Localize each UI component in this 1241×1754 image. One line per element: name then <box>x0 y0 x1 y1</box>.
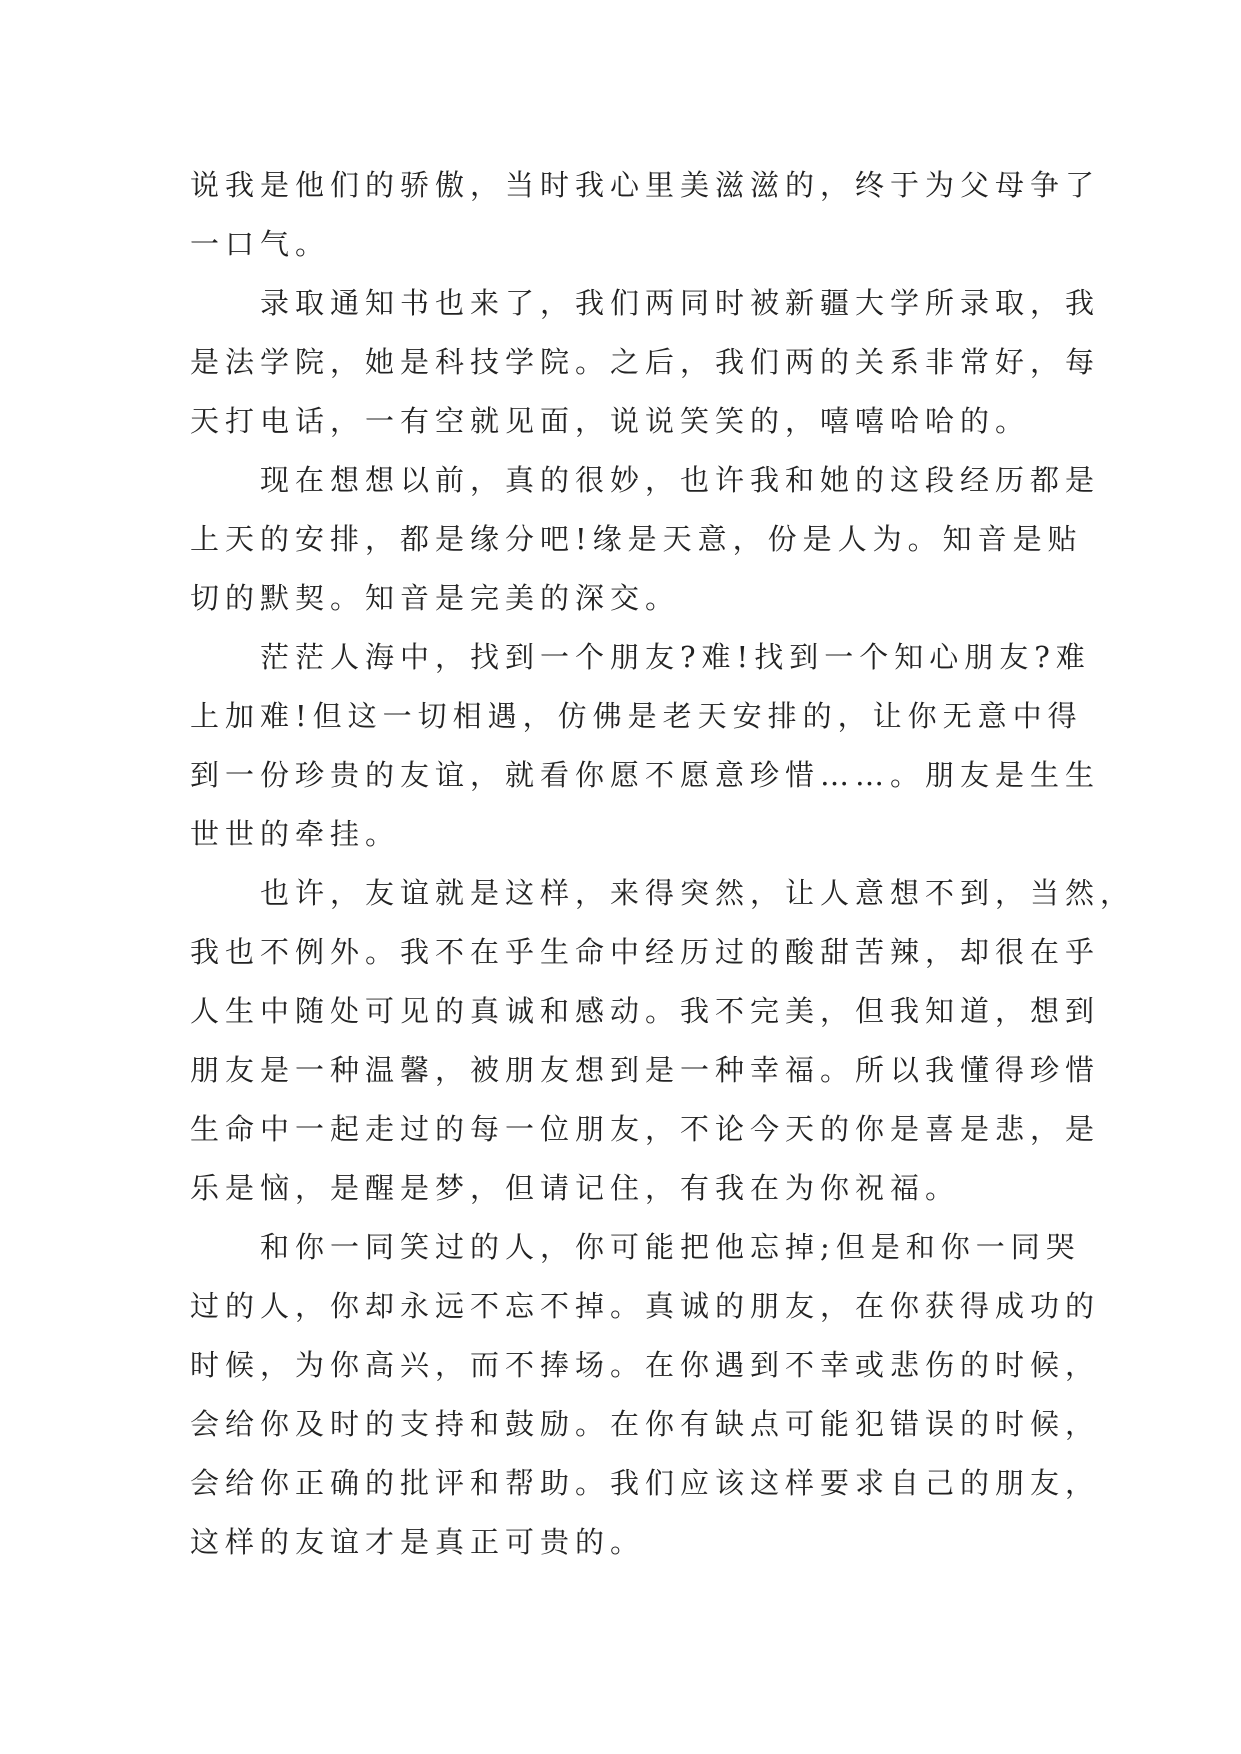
text-line: 上加难!但这一切相遇，仿佛是老天安排的，让你无意中得 <box>190 699 1083 733</box>
text-line: 茫茫人海中，找到一个朋友?难!找到一个知心朋友?难 <box>260 640 1091 674</box>
text-line: 录取通知书也来了，我们两同时被新疆大学所录取，我 <box>260 286 1101 320</box>
text-line: 也许，友谊就是这样，来得突然，让人意想不到，当然， <box>260 876 1136 910</box>
text-line: 这样的友谊才是真正可贵的。 <box>190 1525 646 1559</box>
text-line: 现在想想以前，真的很妙，也许我和她的这段经历都是 <box>260 463 1101 497</box>
paragraph-3 <box>190 451 1101 628</box>
paragraph-1 <box>190 156 1101 274</box>
text-line: 会给你正确的批评和帮助。我们应该这样要求自己的朋友， <box>190 1466 1101 1500</box>
paragraph-5 <box>190 864 1136 1218</box>
text-line: 朋友是一种温馨，被朋友想到是一种幸福。所以我懂得珍惜 <box>190 1053 1101 1087</box>
text-line: 人生中随处可见的真诚和感动。我不完美，但我知道，想到 <box>190 994 1101 1028</box>
text-line: 到一份珍贵的友谊，就看你愿不愿意珍惜……。朋友是生生 <box>190 758 1101 792</box>
text-line: 时候，为你高兴，而不捧场。在你遇到不幸或悲伤的时候， <box>190 1348 1101 1382</box>
text-line: 会给你及时的支持和鼓励。在你有缺点可能犯错误的时候， <box>190 1407 1101 1441</box>
text-line: 说我是他们的骄傲，当时我心里美滋滋的，终于为父母争了 <box>190 168 1101 202</box>
text-line: 生命中一起走过的每一位朋友，不论今天的你是喜是悲，是 <box>190 1112 1101 1146</box>
text-line: 是法学院，她是科技学院。之后，我们两的关系非常好，每 <box>190 345 1101 379</box>
text-line: 过的人，你却永远不忘不掉。真诚的朋友，在你获得成功的 <box>190 1289 1101 1323</box>
text-line: 乐是恼，是醒是梦，但请记住，有我在为你祝福。 <box>190 1171 961 1205</box>
text-line: 世世的牵挂。 <box>190 817 401 851</box>
text-line: 上天的安排，都是缘分吧!缘是天意，份是人为。知音是贴 <box>190 522 1083 556</box>
text-line: 和你一同笑过的人，你可能把他忘掉;但是和你一同哭 <box>260 1230 1081 1264</box>
text-line: 一口气。 <box>190 227 331 261</box>
document-body <box>190 156 1136 1572</box>
paragraph-2 <box>190 274 1101 451</box>
paragraph-6 <box>190 1218 1101 1572</box>
text-line: 我也不例外。我不在乎生命中经历过的酸甜苦辣，却很在乎 <box>190 935 1101 969</box>
text-line: 切的默契。知音是完美的深交。 <box>190 581 681 615</box>
paragraph-4 <box>190 628 1101 864</box>
text-line: 天打电话，一有空就见面，说说笑笑的，嘻嘻哈哈的。 <box>190 404 1031 438</box>
